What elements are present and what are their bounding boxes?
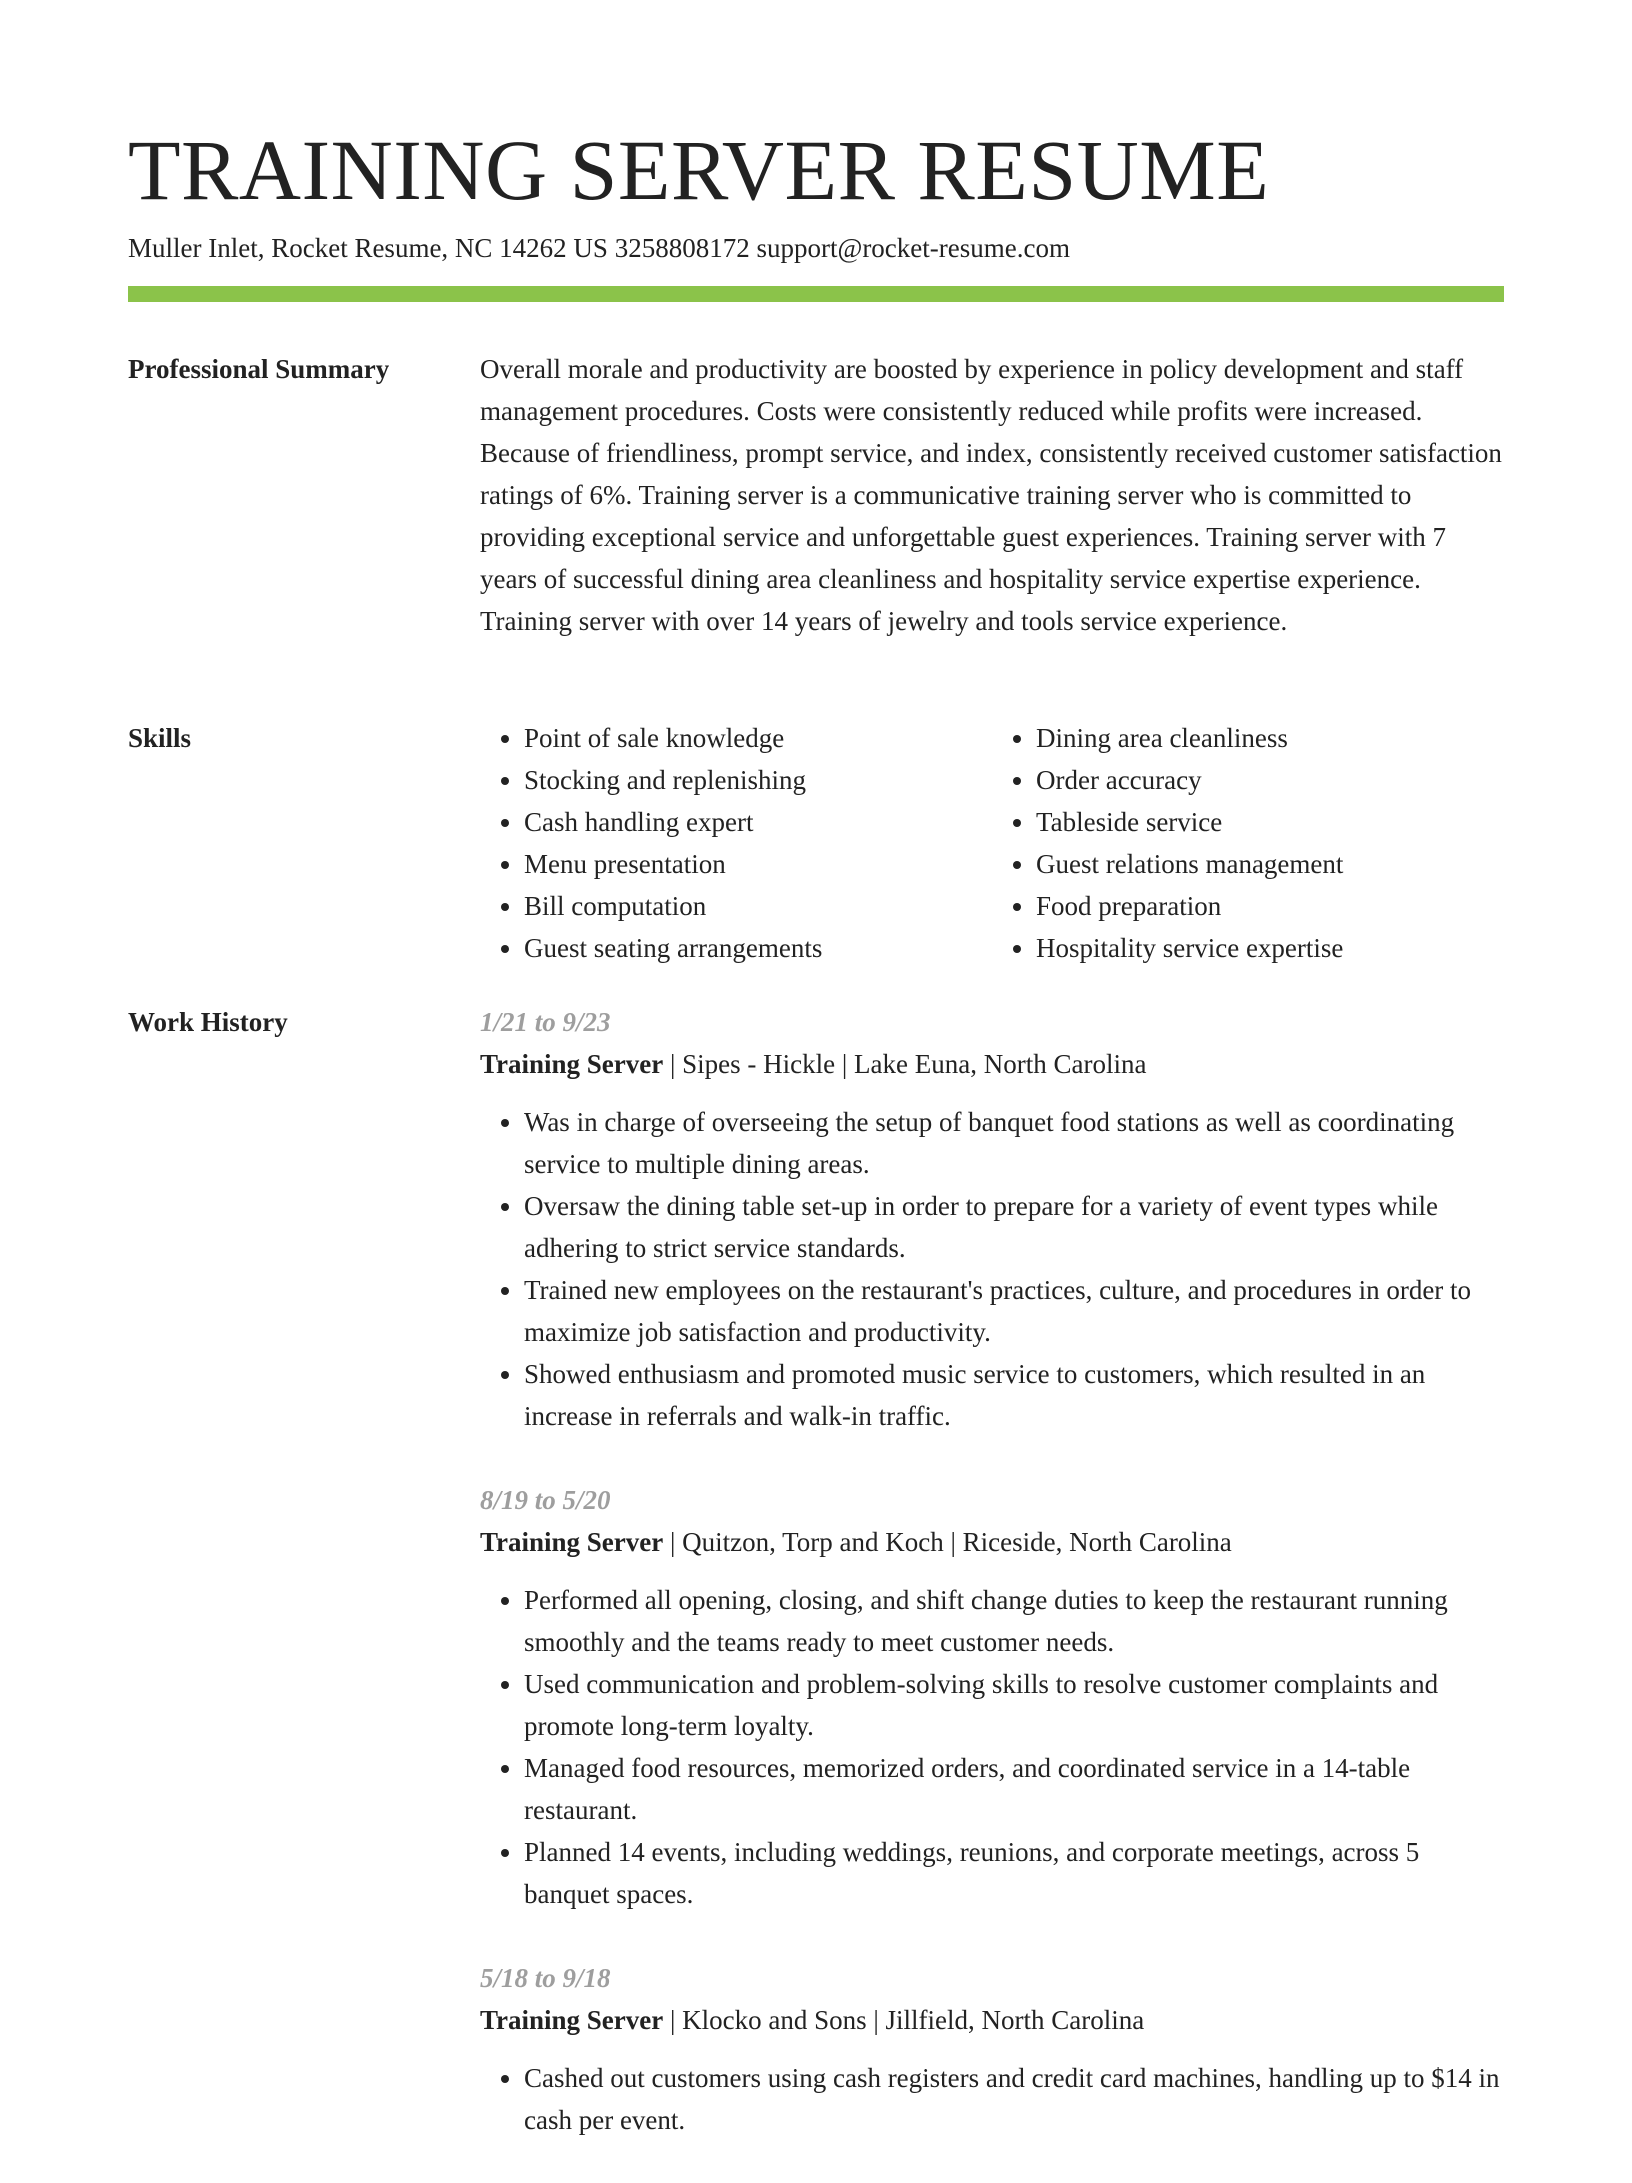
- skill-item: • Food preparation: [1036, 885, 1504, 927]
- job-entry: [480, 1479, 1504, 1915]
- resume-title: TRAINING SERVER RESUME: [128, 122, 1270, 218]
- skill-item: • Bill computation: [524, 885, 992, 927]
- job-dates: 8/19 to 5/20: [480, 1485, 611, 1515]
- job-bullet: • Oversaw the dining table set-up in order to prepare for a variety of event types while adhering to strict service standards.: [524, 1185, 1504, 1269]
- skills-list-right: [992, 717, 1504, 969]
- skills-heading: Skills: [128, 723, 192, 753]
- skill-item: • Guest seating arrangements: [524, 927, 992, 969]
- contact-line: Muller Inlet, Rocket Resume, NC 14262 US 3258808172 support@rocket-resume.com: [128, 233, 1070, 263]
- accent-divider: [128, 286, 1504, 302]
- job-dates: 5/18 to 9/18: [480, 1963, 611, 1993]
- job-bullet: • Trained new employees on the restaurant's practices, culture, and procedures in order to maximize job satisfaction and productivity.: [524, 1269, 1504, 1353]
- summary-heading: Professional Summary: [128, 354, 390, 384]
- separator: |: [866, 2005, 886, 2035]
- skills-body: [480, 717, 1504, 969]
- summary-text: Overall morale and productivity are boosted by experience in policy development and staff management procedures. Costs were consistently reduced while profits were increased. Because of friendliness, prompt service, and index, consistently received customer satisfaction ratings of 6%. Training server is a communicative training server who is committed to providing exceptional service and unforgettable guest experiences. Training server with 7 years of successful dining area cleanliness and hospitality service expertise experience. Training server with over 14 years of jewelry and tools service experience.: [480, 354, 1502, 636]
- job-entry: [480, 1001, 1504, 1437]
- separator: |: [663, 2005, 683, 2035]
- separator: |: [663, 1049, 683, 1079]
- separator: |: [943, 1527, 963, 1557]
- job-bullets: [480, 1101, 1504, 1437]
- job-bullets: [480, 2057, 1504, 2141]
- job-title: Training Server: [480, 1049, 664, 1079]
- job-company: Quitzon, Torp and Koch: [682, 1527, 944, 1557]
- skills-list-left: [480, 717, 992, 969]
- job-location: Lake Euna, North Carolina: [854, 1049, 1147, 1079]
- job-location: Riceside, North Carolina: [962, 1527, 1232, 1557]
- skill-item: • Hospitality service expertise: [1036, 927, 1504, 969]
- job-bullets: [480, 1579, 1504, 1915]
- job-company: Klocko and Sons: [682, 2005, 867, 2035]
- skill-item: • Tableside service: [1036, 801, 1504, 843]
- job-bullet: • Was in charge of overseeing the setup of banquet food stations as well as coordinating service to multiple dining areas.: [524, 1101, 1504, 1185]
- separator: |: [835, 1049, 855, 1079]
- skill-item: • Guest relations management: [1036, 843, 1504, 885]
- skill-item: • Stocking and replenishing: [524, 759, 992, 801]
- work-history-body: [480, 1001, 1504, 2183]
- job-bullet: • Cashed out customers using cash registers and credit card machines, handling up to $14 in cash per event.: [524, 2057, 1504, 2141]
- job-bullet: • Managed food resources, memorized orders, and coordinated service in a 14-table restaurant.: [524, 1747, 1504, 1831]
- job-dates: 1/21 to 9/23: [480, 1007, 611, 1037]
- job-title: Training Server: [480, 1527, 664, 1557]
- skill-item: • Order accuracy: [1036, 759, 1504, 801]
- job-bullet: • Showed enthusiasm and promoted music service to customers, which resulted in an increase in referrals and walk-in traffic.: [524, 1353, 1504, 1437]
- job-company: Sipes - Hickle: [682, 1049, 836, 1079]
- skill-item: • Dining area cleanliness: [1036, 717, 1504, 759]
- summary-body: [480, 348, 1504, 642]
- job-heading: [480, 1521, 1504, 1563]
- job-bullet: • Used communication and problem-solving skills to resolve customer complaints and promote long-term loyalty.: [524, 1663, 1504, 1747]
- skill-item: • Menu presentation: [524, 843, 992, 885]
- skills-columns: [480, 717, 1504, 969]
- job-heading: [480, 1043, 1504, 1085]
- job-bullet: • Performed all opening, closing, and shift change duties to keep the restaurant running smoothly and the teams ready to meet customer needs.: [524, 1579, 1504, 1663]
- job-heading: [480, 1999, 1504, 2041]
- job-entry: [480, 1957, 1504, 2141]
- work-history-heading: Work History: [128, 1007, 288, 1037]
- job-title: Training Server: [480, 2005, 664, 2035]
- separator: |: [663, 1527, 683, 1557]
- job-bullet: • Planned 14 events, including weddings, reunions, and corporate meetings, across 5 banquet spaces.: [524, 1831, 1504, 1915]
- job-location: Jillfield, North Carolina: [885, 2005, 1145, 2035]
- skill-item: • Cash handling expert: [524, 801, 992, 843]
- skill-item: • Point of sale knowledge: [524, 717, 992, 759]
